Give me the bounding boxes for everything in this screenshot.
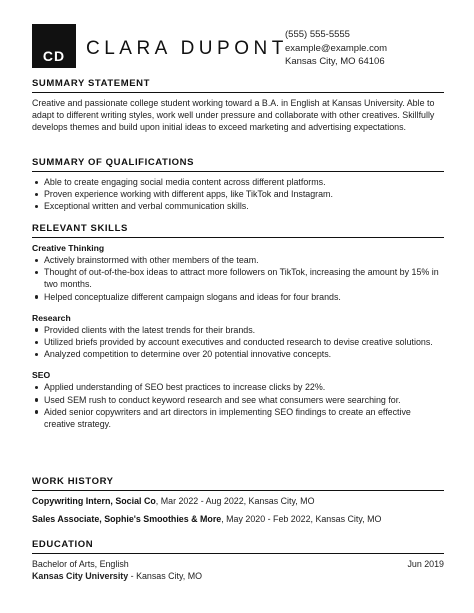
job-details: Mar 2022 - Aug 2022, Kansas City, MO	[160, 496, 315, 506]
skill-group-title: Creative Thinking	[32, 243, 105, 253]
summary-section	[32, 78, 444, 134]
list-item: Applied understanding of SEO best practices to increase clicks by 22%.	[32, 381, 444, 393]
list-item: Able to create engaging social media content across different platforms.	[32, 176, 444, 188]
school-name: Kansas City University	[32, 571, 129, 581]
skill-group-title: Research	[32, 312, 71, 323]
degree-text: Bachelor of Arts, English	[32, 559, 129, 569]
education-heading: EDUCATION	[32, 539, 444, 554]
list-item: Thought of out-of-the-box ideas to attract more followers on TikTok, increasing the amount by 15% in two months.	[32, 266, 444, 290]
list-item: Exceptional written and verbal communication skills.	[32, 200, 444, 212]
skill-group-creative-thinking	[32, 242, 444, 303]
resume-header	[32, 24, 444, 68]
summary-heading: SUMMARY STATEMENT	[32, 78, 444, 93]
list-item: Utilized briefs provided by account executives and conducted research to devise creative solutions.	[32, 336, 444, 348]
job-entry: Copywriting Intern, Social Co, Mar 2022 - Aug 2022, Kansas City, MO	[32, 496, 315, 506]
contact-block	[285, 28, 387, 69]
phone-number: (555) 555-5555	[285, 29, 350, 40]
list-item: Aided senior copywriters and art directors in implementing SEO findings to create an effective creative strategy.	[32, 406, 444, 430]
location-text: Kansas City, MO 64106	[285, 56, 385, 67]
skill-group-title: SEO	[32, 370, 51, 381]
graduation-date: Jun 2019	[407, 559, 444, 569]
skills-section	[32, 223, 444, 430]
list-item: Provided clients with the latest trends for their brands.	[32, 324, 444, 336]
qualifications-list	[32, 176, 444, 213]
school-location: - Kansas City, MO	[128, 571, 202, 581]
skill-group-research	[32, 312, 444, 361]
work-heading: WORK HISTORY	[32, 476, 444, 491]
job-company: Social Co	[115, 496, 156, 506]
job-title: Sales Associate	[32, 514, 100, 524]
skill-list	[32, 324, 444, 361]
education-section	[32, 539, 444, 582]
skill-group-seo	[32, 369, 444, 430]
list-item: Actively brainstormed with other members of the team.	[32, 254, 444, 266]
qualifications-heading: SUMMARY OF QUALIFICATIONS	[32, 157, 444, 172]
list-item: Helped conceptualize different campaign slogans and ideas for four brands.	[32, 291, 444, 303]
education-degree-row	[32, 558, 444, 570]
work-section	[32, 476, 444, 525]
job-entry: Sales Associate, Sophie's Smoothies & More, May 2020 - Feb 2022, Kansas City, MO	[32, 514, 382, 524]
skill-list	[32, 254, 444, 303]
monogram-badge: CD	[32, 24, 76, 68]
job-title: Copywriting Intern	[32, 496, 111, 506]
email-address: example@example.com	[285, 42, 388, 54]
job-details: May 2020 - Feb 2022, Kansas City, MO	[226, 514, 382, 524]
list-item: Used SEM rush to conduct keyword research and see what consumers were searching for.	[32, 394, 444, 406]
skills-heading: RELEVANT SKILLS	[32, 223, 444, 238]
list-item: Proven experience working with different apps, like TikTok and Instagram.	[32, 188, 444, 200]
list-item: Analyzed competition to determine over 20 potential innovative concepts.	[32, 348, 444, 360]
education-school-row	[32, 570, 444, 582]
summary-text: Creative and passionate college student working toward a B.A. in English at Kansas University. Able to adapt to different writing styles, work well under pressure and collaborate with other creatives. Skillfully develops themes and build upon initial ideas to exceed marketing and advertising expectations.	[32, 98, 435, 133]
job-company: Sophie's Smoothies & More	[104, 514, 222, 524]
skill-list	[32, 381, 444, 430]
applicant-name: CLARA DUPONT	[86, 38, 288, 59]
qualifications-section	[32, 157, 444, 213]
